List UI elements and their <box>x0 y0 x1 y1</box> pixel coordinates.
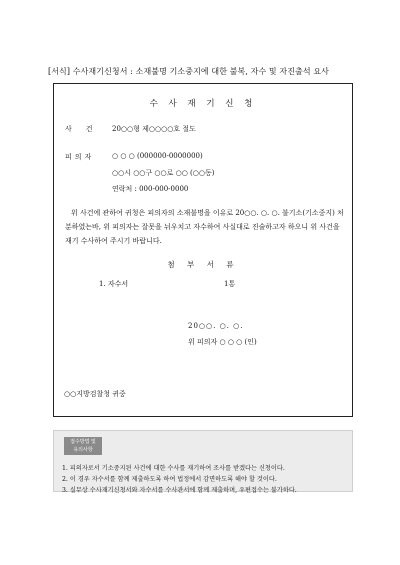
request-body: 위 사건에 관하여 귀청은 피의자의 소재불명을 이유로 20○○. ○. ○. 불기소(기소중지) 처분하였는바, 위 피의자는 잘못을 뉘우치고 자수하여 사실대로 진술하고자 하오니 위 사건을 재기 수사하여 주시기 바랍니다. <box>65 209 344 245</box>
notes-box <box>53 430 353 492</box>
notes-tag-line-2: 유의사항 <box>73 447 93 453</box>
attachments-title: 첨 부 서 류 <box>167 260 239 269</box>
notes-tag-line-1: 접수방법 및 <box>70 439 96 445</box>
document-header <box>48 66 368 77</box>
signer-line: 위 피의자 ○ ○ ○ (인) <box>188 338 257 346</box>
suspect-phone: 연락처 : 000-000-0000 <box>112 185 189 193</box>
document-heading: 수사재기신청서 : 소재불명 기소중지에 대한 불복, 자수 및 자진출석 요사 <box>72 67 329 76</box>
suspect-name: ○ ○ ○ (000000-0000000) <box>112 152 203 160</box>
form-tag: [서식] <box>48 67 71 76</box>
submission-date: 20○○. ○. ○. <box>188 322 244 330</box>
case-number: 20○○형 제○○○○호 절도 <box>112 125 196 133</box>
note-item: 3. 실무상 수사재기신청서와 자수서를 수사관서에 함께 제출하며, 우편접수는 불가하다. <box>62 487 297 494</box>
case-label: 사건 <box>65 125 107 133</box>
application-form <box>53 83 353 417</box>
form-title: 수 사 재 기 신 청 <box>149 99 257 109</box>
attachment-quantity: 1통 <box>224 280 236 288</box>
suspect-label: 피의자 <box>65 153 95 161</box>
note-item: 1. 피의자로서 기소중지된 사건에 대한 수사를 재기하여 조사를 받겠다는 신청이다. <box>62 465 285 472</box>
note-item: 2. 이 경우 자수서를 함께 제출하도록 하여 법정에서 감면하도록 해야 할 것이다. <box>62 476 277 483</box>
attachment-item: 1. 자수서 <box>99 280 129 288</box>
recipient: ○○지방검찰청 귀중 <box>64 390 126 398</box>
notes-tag <box>64 437 102 455</box>
suspect-address: ○○시 ○○구 ○○로 ○○ (○○동) <box>112 169 215 177</box>
